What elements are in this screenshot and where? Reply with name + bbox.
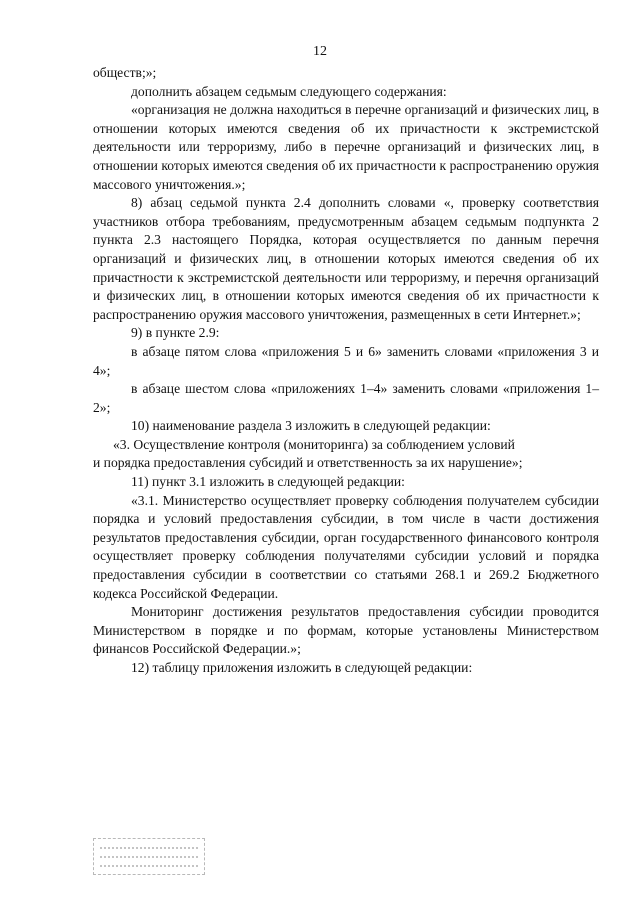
stamp-line [100, 847, 198, 853]
paragraph-10: «3.1. Министерство осуществляет проверку соблюдения получателем субсидии порядка и условий предоставления субсидии, в том числе в части достижения результатов предоставления субсидии, орган государственного финансового контроля осуществляет проверку соблюдения получателями субсидии условий и порядка предоставления субсидии в соответствии со статьями 268.1 и 269.2 Бюджетного кодекса Российской Федерации. [93, 492, 599, 601]
paragraph-11: Мониторинг достижения результатов предоставления субсидии проводится Министерством в порядке и по формам, которые установлены Министерством финансов Российской Федерации.»; [93, 604, 599, 657]
stamp-line [100, 856, 198, 862]
paragraph-8: 10) наименование раздела 3 изложить в следующей редакции: [131, 418, 491, 434]
paragraph-6: в абзаце пятом слова «приложения 5 и 6» заменить словами «приложения 3 и 4»; [93, 343, 599, 378]
stamp-line [100, 865, 198, 871]
section-title-line-2: и порядка предоставления субсидий и ответственность за их нарушение»; [93, 455, 523, 471]
paragraph-12: 12) таблицу приложения изложить в следующей редакции: [131, 660, 473, 675]
paragraph-2: дополнить абзацем седьмым следующего содержания: [131, 83, 447, 99]
paragraph-9: 11) пункт 3.1 изложить в следующей редакции: [131, 474, 405, 490]
page-number: 12 [313, 44, 327, 59]
paragraph-1: обществ;»; [93, 65, 157, 80]
paragraph-5: 9) в пункте 2.9: [131, 325, 220, 341]
paragraph-4: 8) абзац седьмой пункта 2.4 дополнить словами «, проверку соответствия участников отбора требованиям, предусмотренным абзацем седьмым подпункта 2 пункта 2.3 настоящего Порядка, которая осуществляется по данным перечня организаций и физических лиц, в отношении которых имеются сведения об их причастности к экстремистской деятельности или терроризму, и перечня организаций и физических лиц, в отношении которых имеются сведения об их причастности к распространению оружия массового уничтожения, размещенных в сети Интернет.»; [93, 195, 599, 322]
paragraph-3: «организация не должна находиться в перечне организаций и физических лиц, в отношении которых имеются сведения об их причастности к экстремистской деятельности или терроризму, либо в перечне организаций и физических лиц, в отношении которых имеются сведения об их причастности к распространению оружия массового уничтожения.»; [93, 102, 599, 192]
section-title-line-1: «3. Осуществление контроля (мониторинга) за соблюдением условий [113, 436, 515, 452]
document-body [93, 64, 599, 678]
signature-stamp [93, 838, 205, 875]
paragraph-7: в абзаце шестом слова «приложениях 1–4» заменить словами «приложения 1–2»; [93, 381, 599, 415]
